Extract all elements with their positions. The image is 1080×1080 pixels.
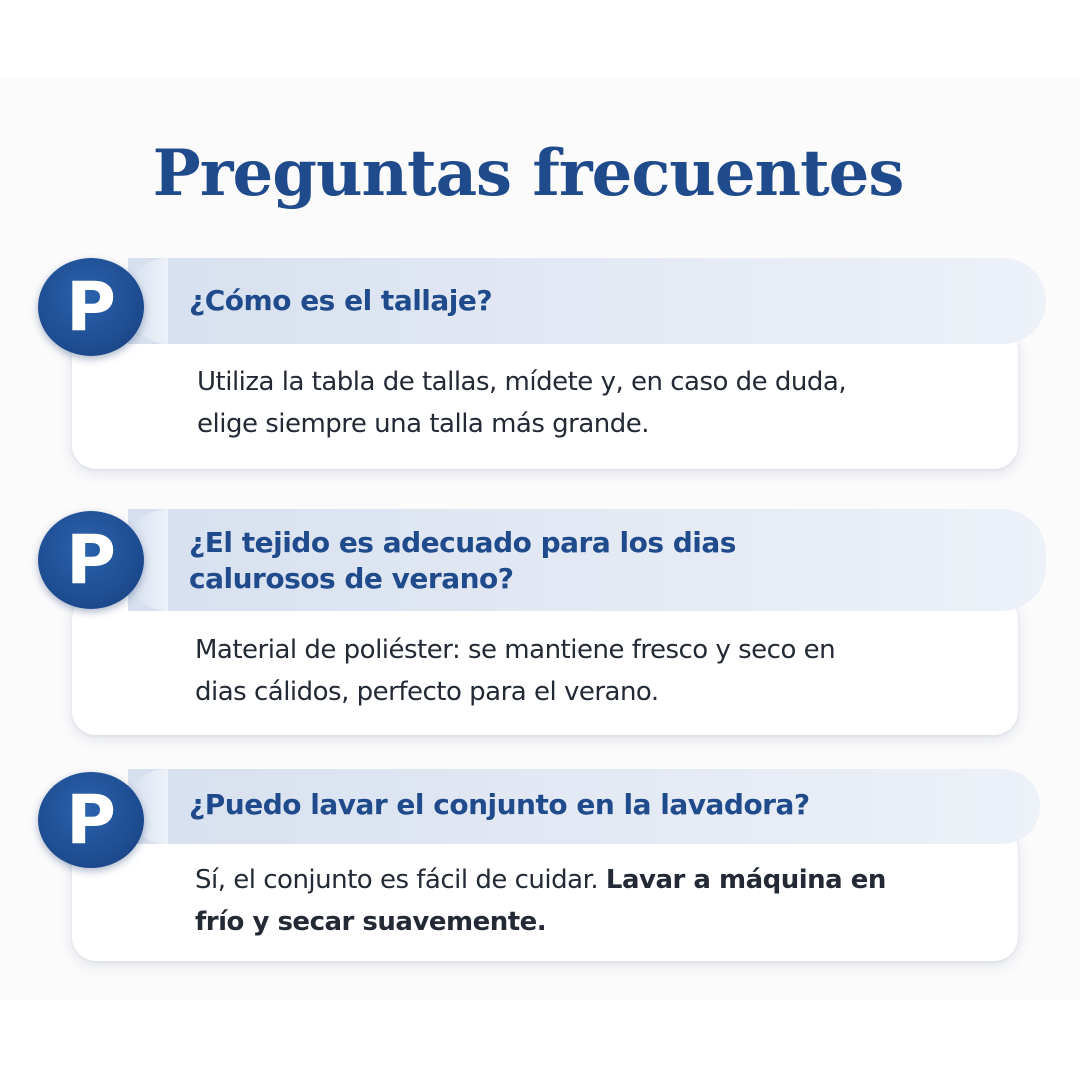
answer-line: Material de poliéster: se mantiene fresco y seco en (195, 635, 836, 665)
question-line: ¿Cómo es el tallaje? (189, 284, 493, 317)
question-line: ¿El tejido es adecuado para los dias (189, 526, 736, 559)
answer-line: elige siempre una talla más grande. (197, 409, 650, 439)
question-text (189, 787, 810, 823)
badge-letter: P (66, 268, 116, 347)
answer-bold-text: Lavar a máquina en (605, 865, 886, 895)
answer-line: dias cálidos, perfecto para el verano. (195, 677, 659, 707)
answer-plain-text: Sí, el conjunto es fácil de cuidar. (195, 865, 606, 895)
answer-text (195, 859, 886, 943)
page-title: Preguntas frecuentes (152, 136, 904, 211)
badge-letter: P (66, 521, 116, 600)
p-badge-icon (38, 511, 144, 609)
question-text (189, 525, 736, 597)
answer-bold-text: frío y secar suavemente. (195, 907, 547, 937)
answer-line (195, 859, 886, 901)
p-badge-icon (38, 258, 144, 356)
answer-text (195, 629, 835, 713)
question-line: calurosos de verano? (189, 562, 514, 595)
badge-letter: P (66, 781, 116, 860)
question-text (189, 283, 492, 319)
answer-text (197, 361, 846, 445)
question-line: ¿Puedo lavar el conjunto en la lavadora? (189, 788, 810, 821)
p-badge-icon (38, 772, 144, 868)
answer-line: Utiliza la tabla de tallas, mídete y, en caso de duda, (197, 367, 847, 397)
answer-line (195, 901, 886, 943)
